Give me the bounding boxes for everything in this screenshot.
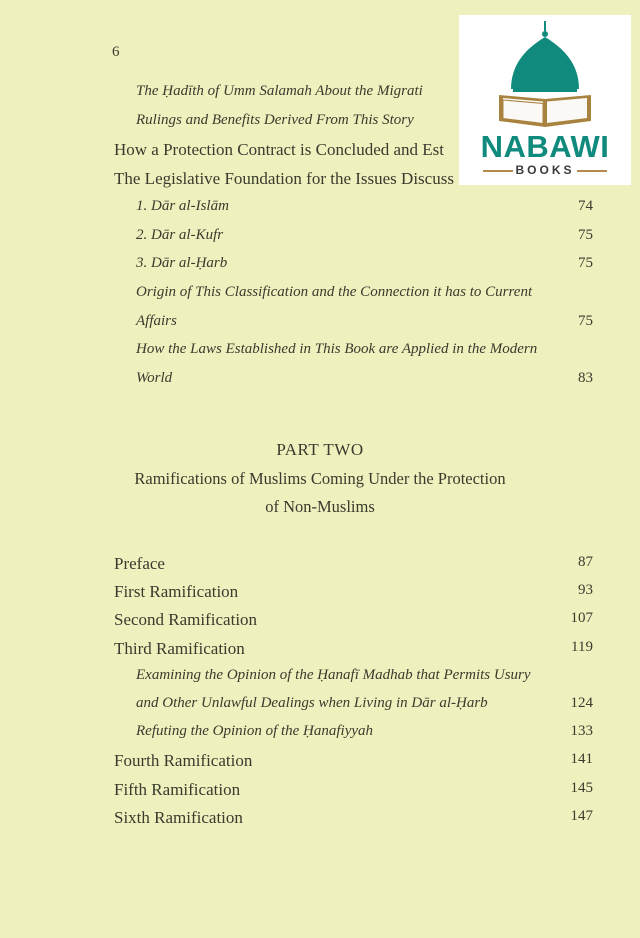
toc-entry-page: 107 (570, 610, 593, 627)
toc-entry-page: 87 (578, 554, 593, 570)
toc-entry-title: How a Protection Contract is Concluded and Est (114, 140, 445, 160)
toc-entry (0, 554, 640, 578)
toc-entry-page: 145 (570, 779, 593, 796)
toc-entry (0, 751, 640, 775)
toc-entry-title: Second Ramification (114, 610, 258, 630)
toc-entry (0, 198, 640, 222)
toc-entry-title: Fourth Ramification (114, 751, 253, 771)
toc-entry-page: 147 (570, 807, 593, 824)
toc-entry-page: 141 (570, 751, 593, 768)
toc-entry-title: 2. Dār al-Kufr (136, 226, 224, 243)
toc-entry-title: Origin of This Classification and the Connection it has to Current (136, 283, 533, 300)
toc-entry (0, 667, 640, 691)
toc-entry-title: The Legislative Foundation for the Issues Discuss (114, 169, 454, 189)
toc-entry (0, 780, 640, 804)
toc-entry-page: 75 (578, 226, 593, 243)
toc-entry (0, 695, 640, 719)
toc-entry (0, 313, 640, 337)
logo-brand-subtext: BOOKS (515, 163, 575, 177)
toc-entry-page: 75 (578, 312, 593, 329)
toc-entry (0, 723, 640, 747)
toc-entry-page: 124 (570, 695, 593, 711)
toc-entry-title: Fifth Ramification (114, 779, 241, 799)
toc-entry (0, 255, 640, 279)
logo-rule-right (577, 170, 607, 172)
toc-entry-title: The Ḥadīth of Umm Salamah About the Migrati (136, 83, 423, 99)
toc-entry-title: First Ramification (114, 582, 239, 602)
toc-entry-page: 74 (578, 197, 593, 214)
toc-entry-title: Refuting the Opinion of the Ḥanafiyyah (136, 723, 374, 740)
toc-entry-title: Third Ramification (114, 638, 245, 658)
toc-entry-page: 75 (578, 255, 593, 272)
toc-entry (0, 284, 640, 308)
toc-entry-page: 83 (578, 370, 593, 386)
toc-entry-page: 119 (571, 638, 593, 655)
toc-entry-title: and Other Unlawful Dealings when Living in Dār al-Ḥarb (136, 695, 488, 711)
toc-entry-title: Preface (114, 554, 165, 573)
toc-entry-title: 1. Dār al-Islām (136, 197, 229, 214)
part-subtitle-line2: of Non-Muslims (265, 497, 375, 516)
part-subtitle-line1: Ramifications of Muslims Coming Under the Protection (134, 469, 506, 488)
toc-entry-title: Sixth Ramification (114, 807, 243, 827)
toc-entry (0, 582, 640, 606)
page-number: 6 (112, 44, 120, 60)
toc-entry-page: 133 (570, 723, 593, 740)
toc-entry-title: World (136, 370, 173, 386)
toc-entry-title: Rulings and Benefits Derived From This Story (136, 111, 414, 128)
toc-entry (0, 227, 640, 251)
toc-entry (0, 370, 640, 394)
part-heading: PART TWO (276, 440, 364, 459)
toc-entry (0, 610, 640, 634)
toc-entry-page: 93 (578, 582, 593, 599)
toc-entry-title: 3. Dār al-Ḥarb (136, 255, 228, 272)
logo-brand-text: NABAWI (480, 129, 610, 164)
toc-entry (0, 639, 640, 663)
toc-entry (0, 808, 640, 832)
dome-book-icon (459, 15, 631, 135)
toc-entry (0, 341, 640, 365)
toc-entry-title: Affairs (136, 312, 177, 329)
toc-entry-title: Examining the Opinion of the Ḥanafī Madhab that Permits Usury (136, 666, 531, 683)
publisher-logo (459, 15, 631, 185)
toc-entry-title: How the Laws Established in This Book are Applied in the Modern (136, 341, 538, 358)
